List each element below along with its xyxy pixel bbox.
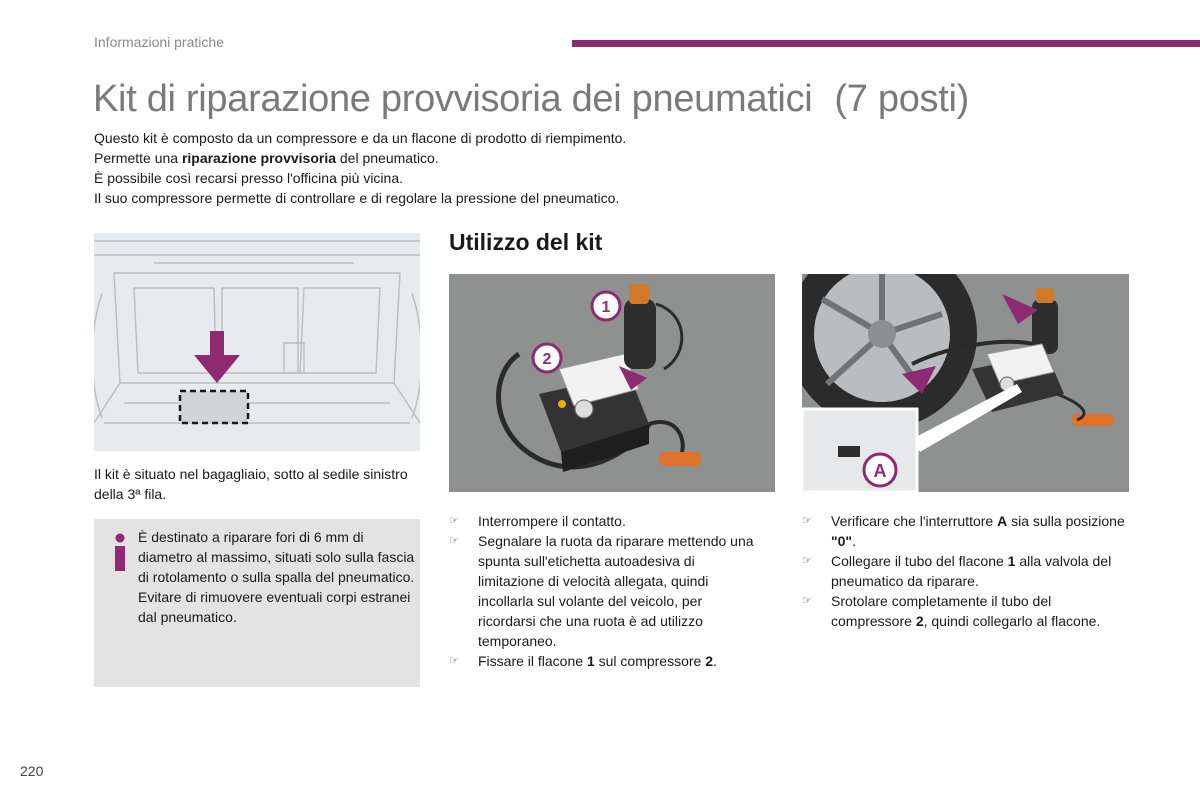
page-title (93, 78, 969, 121)
intro-bold: riparazione provvisoria (181, 150, 336, 166)
compressor-illustration (449, 274, 775, 492)
intro-line: Questo kit è composto da un compressore e da un flacone di prodotto di riempimento. (94, 130, 627, 146)
intro-fragment: Permette una (94, 150, 182, 166)
info-box (94, 519, 420, 687)
steps-left (449, 511, 754, 671)
section-label: Informazioni pratiche (94, 34, 224, 50)
compressor-drawing (449, 274, 775, 492)
info-text: È destinato a riparare fori di 6 mm di diametro al massimo, situati solo sulla fascia di rotolamento o sulla spalla del pneumatico. Evitare di rimuovere eventuali corpi estranei dal pneumatico. (138, 529, 415, 625)
header-accent-bar (572, 40, 1200, 47)
steps-right (802, 511, 1132, 631)
page-title-main: Kit di riparazione provvisoria dei pneumatici (93, 78, 813, 120)
intro-line (94, 148, 794, 168)
intro-text (94, 128, 794, 208)
wheel-drawing (802, 274, 1129, 492)
step-bold: 1 (1007, 553, 1016, 569)
page-number: 220 (20, 763, 44, 779)
step-text: sia sulla posizione (1007, 513, 1125, 529)
step-text: . (852, 533, 856, 549)
info-icon (110, 533, 130, 571)
wheel-illustration (802, 274, 1129, 492)
intro-line: È possibile così recarsi presso l'officina più vicina. (94, 170, 403, 186)
label-a: A (873, 461, 887, 481)
step-text: Fissare il flacone (478, 653, 587, 669)
list-item (449, 511, 754, 531)
step-text: Verificare che l'interruttore (831, 513, 998, 529)
step-text: Collegare il tubo del flacone (831, 553, 1008, 569)
step-bold: 2 (705, 653, 714, 669)
label-one: 1 (601, 299, 611, 316)
step-bold: "0" (831, 533, 853, 549)
step-text: . (713, 653, 717, 669)
list-item (449, 651, 754, 671)
page-title-suffix: (7 posti) (834, 78, 969, 120)
step-text: sul compressore (594, 653, 706, 669)
pointing-hand-icon: ☞ (449, 535, 459, 547)
pointing-hand-icon: ☞ (802, 595, 812, 607)
trunk-caption: Il kit è situato nel bagagliaio, sotto al sedile sinistro della 3ª fila. (94, 466, 408, 502)
label-two: 2 (542, 351, 552, 368)
list-item (449, 531, 754, 651)
step-text: alla valvola del pneumatico da riparare. (831, 553, 1112, 589)
step-bold: 2 (915, 613, 924, 629)
pointing-hand-icon: ☞ (802, 555, 812, 567)
step-text: Srotolare completamente il tubo del compressore (831, 593, 1052, 629)
intro-fragment: del pneumatico. (336, 150, 439, 166)
step-bold: A (997, 513, 1008, 529)
step-text: , quindi collegarlo al flacone. (923, 613, 1101, 629)
kit-location-marker (180, 391, 248, 423)
list-item (802, 511, 1132, 551)
step-text: Interrompere il contatto. (478, 513, 626, 529)
pointing-hand-icon: ☞ (449, 655, 459, 667)
list-item (802, 551, 1132, 591)
section-heading: Utilizzo del kit (449, 229, 603, 255)
step-bold: 1 (586, 653, 595, 669)
pointing-hand-icon: ☞ (449, 515, 459, 527)
step-text: Segnalare la ruota da riparare mettendo una spunta sull'etichetta autoadesiva di limitazione di velocità allegata, quindi incollarla sul volante del veicolo, per ricordarsi che una ruota è ad utilizzo temporaneo. (478, 533, 754, 649)
intro-line: Il suo compressore permette di controllare e di regolare la pressione del pneumatico. (94, 190, 620, 206)
trunk-drawing (94, 233, 420, 451)
trunk-illustration (94, 233, 420, 451)
pointing-hand-icon: ☞ (802, 515, 812, 527)
list-item (802, 591, 1132, 631)
